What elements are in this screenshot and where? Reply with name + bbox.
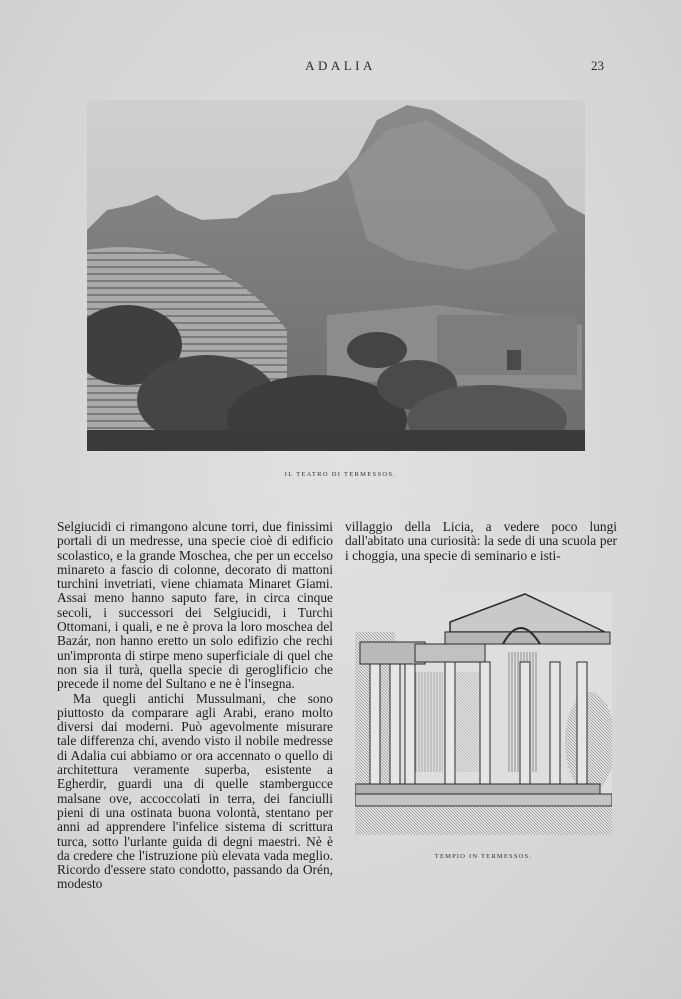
right-column	[345, 520, 617, 563]
photo-caption: IL TEATRO DI TERMESSOS.	[284, 471, 397, 478]
left-paragraph-1: Selgiucidi ci rimangono alcune torri, due finissimi portali di un medresse, una specie cioè di edificio scolastico, e la grande Moschea, che per un eccelso minareto a fascio di colonne, decorato di mattoni turchini invetriati, viene chiamata Minaret Giami. Assai meno hanno saputo fare, in circa cinque secoli, i successori dei Selgiucidi, i Turchi Ottomani, i quali, e ne è prova la loro moschea del Bazár, non hanno eretto un solo edifizio che rechi un'impronta di stirpe meno superficiale di quel che non sia il turà, quella specie di geroglificio che precede il nome del Sultano e ne è l'insegna.	[57, 519, 333, 692]
theatre-photograph	[87, 100, 585, 451]
left-paragraph-2: Ma quegli antichi Mussulmani, che sono piuttosto da comparare agli Arabi, erano molto diversi dai moderni. Può agevolmente misurare tale differenza chi, avendo visto il nobile medresse di Adalia cui abbiamo or ora accennato o quello di architettura veramente superba, esistente a Egherdir, guardi una di quelle stambergucce malsane ove, accoccolati in terra, dei fanciulli pieni di una ostinata buona volontà, stentano per anni ad apprendere l'infelice sistema di scrittura turca, sotto l'urlante guida di degni maestri. Nè è da credere che l'istruzione più elevata vada meglio. Ricordo d'essere stato condotto, passando da Orén, modesto	[57, 690, 333, 892]
right-paragraph: villaggio della Licia, a vedere poco lungi dall'abitato una curiosità: la sede di una scuola per i choggia, una specie di seminario e isti-	[345, 519, 617, 563]
temple-engraving-drawing	[355, 592, 612, 835]
engraving-caption: TEMPIO IN TERMESSOS.	[434, 853, 533, 860]
temple-engraving	[355, 592, 612, 835]
page-number: 23	[591, 58, 604, 73]
running-title: ADALIA	[305, 58, 376, 73]
theatre-photo-drawing	[87, 100, 585, 451]
left-column	[57, 520, 333, 892]
